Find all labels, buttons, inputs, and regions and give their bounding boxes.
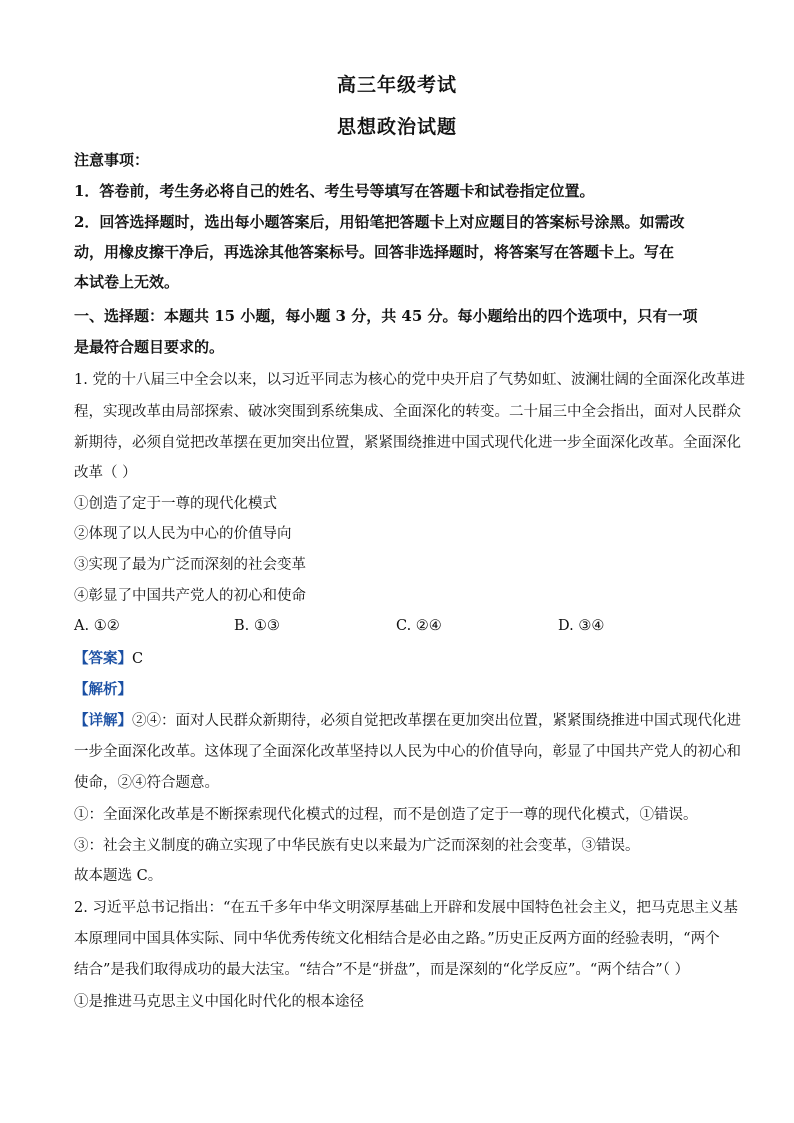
section-heading: 是最符合题目要求的。 bbox=[74, 338, 225, 356]
detail-tag: 【详解】 bbox=[74, 712, 132, 729]
detail-line: 使命，②④符合题意。 bbox=[74, 775, 219, 791]
option-a[interactable]: A. ①② bbox=[74, 618, 120, 634]
option-b[interactable]: B. ①③ bbox=[234, 618, 280, 634]
option-c[interactable]: C. ②④ bbox=[396, 618, 442, 634]
detail-text: ②④：面对人民群众新期待，必须自觉把改革摆在更加突出位置，紧紧围绕推进中国式现代化进 bbox=[132, 713, 741, 729]
option-d[interactable]: D. ③④ bbox=[558, 618, 605, 634]
notice-item-2: 动，用橡皮擦干净后，再选涂其他答案标号。回答非选择题时，将答案写在答题卡上。写在 bbox=[74, 243, 675, 261]
question-1-stem: 新期待，必须自觉把改革摆在更加突出位置，紧紧围绕推进中国式现代化进一步全面深化改革。全面深化 bbox=[74, 435, 741, 451]
detail-line: ①：全面深化改革是不断探索现代化模式的过程，而不是创造了定于一尊的现代化模式，①错误。 bbox=[74, 807, 698, 823]
answer-value: C bbox=[132, 651, 144, 667]
statement-4: ④彰显了中国共产党人的初心和使命 bbox=[74, 588, 306, 604]
notice-item-1: 1．答卷前，考生务必将自己的姓名、考生号等填写在答题卡和试卷指定位置。 bbox=[74, 182, 595, 200]
statement-3: ③实现了最为广泛而深刻的社会变革 bbox=[74, 557, 306, 573]
statement-1: ①是推进马克思主义中国化时代化的根本途径 bbox=[74, 994, 364, 1010]
exam-title: 高三年级考试 bbox=[336, 74, 457, 96]
exam-subject: 思想政治试题 bbox=[336, 116, 457, 138]
question-1-stem: 程，实现改革由局部探索、破冰突围到系统集成、全面深化的转变。二十届三中全会指出，面对人民群众 bbox=[74, 404, 741, 420]
notice-item-2: 本试卷上无效。 bbox=[74, 273, 180, 291]
notice-item-2: 2．回答选择题时，选出每小题答案后，用铅笔把答题卡上对应题目的答案标号涂黑。如需改 bbox=[74, 213, 685, 231]
analysis-heading bbox=[74, 680, 724, 700]
section-heading: 一、选择题：本题共 15 小题，每小题 3 分，共 45 分。每小题给出的四个选项中，只有一项 bbox=[74, 307, 698, 325]
detail-line: ③：社会主义制度的确立实现了中华民族有史以来最为广泛而深刻的社会变革，③错误。 bbox=[74, 838, 640, 854]
conclusion-line: 故本题选 C。 bbox=[74, 868, 163, 884]
question-2-stem: 结合”是我们取得成功的最大法宝。“结合”不是“拼盘”，而是深刻的“化学反应”。“两个结合”（ ） bbox=[74, 962, 690, 978]
question-2-stem: 2. 习近平总书记指出：“在五千多年中华文明深厚基础上开辟和发展中国特色社会主义，把马克思主义基 bbox=[74, 900, 738, 916]
question-2-stem: 本原理同中国具体实际、同中华优秀传统文化相结合是必由之路。”历史正反两方面的经验表明，“两个 bbox=[74, 931, 720, 947]
detail-line: 一步全面深化改革。这体现了全面深化改革坚持以人民为中心的价值导向，彰显了中国共产党人的初心和 bbox=[74, 744, 741, 760]
question-1-stem: 1. 党的十八届三中全会以来，以习近平同志为核心的党中央开启了气势如虹、波澜壮阔的全面深化改革进 bbox=[74, 372, 745, 388]
question-1-stem: 改革（ ） bbox=[74, 465, 137, 481]
analysis-tag: 【解析】 bbox=[74, 681, 132, 698]
detail-line bbox=[74, 711, 741, 731]
answer-line bbox=[74, 649, 724, 669]
answer-tag: 【答案】 bbox=[74, 650, 132, 667]
notice-heading: 注意事项： bbox=[74, 151, 150, 169]
statement-2: ②体现了以人民为中心的价值导向 bbox=[74, 526, 292, 542]
statement-1: ①创造了定于一尊的现代化模式 bbox=[74, 496, 277, 512]
